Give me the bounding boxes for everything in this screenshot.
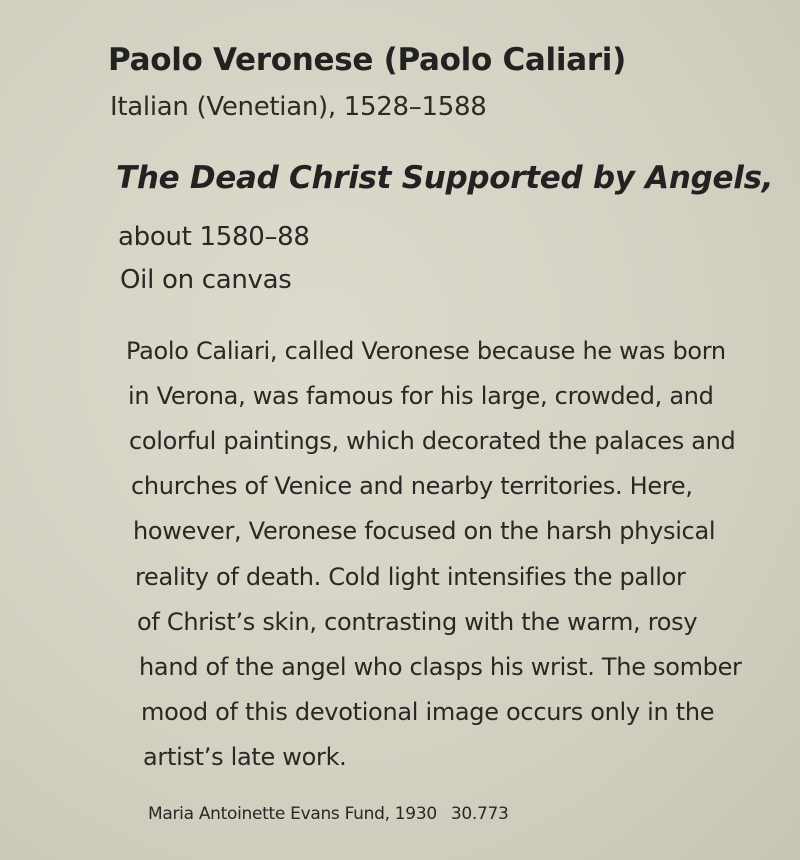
description-line: colorful paintings, which decorated the palaces and <box>129 427 736 455</box>
description-line: of Christ’s skin, contrasting with the warm, rosy <box>137 608 698 636</box>
description-line: churches of Venice and nearby territories. Here, <box>131 472 693 500</box>
artist-nationality-dates: Italian (Venetian), 1528–1588 <box>110 92 487 122</box>
accession-number: 30.773 <box>450 804 509 824</box>
description-line: reality of death. Cold light intensifies the pallor <box>135 563 686 591</box>
artist-name: Paolo Veronese (Paolo Caliari) <box>108 42 627 78</box>
artwork-title: The Dead Christ Supported by Angels, <box>116 160 774 196</box>
description-line: in Verona, was famous for his large, crowded, and <box>128 382 714 410</box>
description-line: mood of this devotional image occurs only in the <box>141 698 715 726</box>
description-line: Paolo Caliari, called Veronese because he was born <box>126 337 726 365</box>
description-line: hand of the angel who clasps his wrist. The somber <box>139 653 742 681</box>
description-line: artist’s late work. <box>143 743 347 771</box>
description-line: however, Veronese focused on the harsh physical <box>133 517 716 545</box>
credit-line <box>148 804 509 824</box>
artwork-medium: Oil on canvas <box>120 265 292 295</box>
credit-fund: Maria Antoinette Evans Fund, 1930 <box>148 804 437 824</box>
artwork-date: about 1580–88 <box>118 222 310 252</box>
